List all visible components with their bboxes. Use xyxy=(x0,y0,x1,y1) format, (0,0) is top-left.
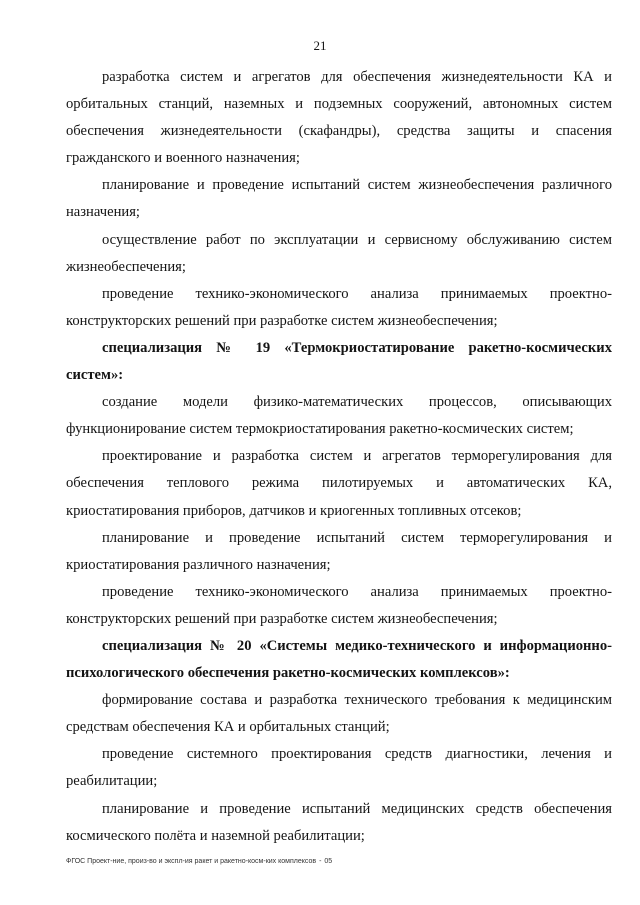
paragraph: планирование и проведение испытаний систем жизнеобеспечения различного назначения; xyxy=(66,177,612,221)
specialization-heading: специализация № 19 «Термокриостатирование ракетно-космических систем»: xyxy=(66,339,612,384)
footer-title: ФГОС Проект-ние, произ-во и экспл-ия ракет и ракетно-косм-ких комплексов xyxy=(66,858,317,865)
paragraph: формирование состава и разработка технического требования к медицинским средствам обеспечения КА и орбитальных станций; xyxy=(66,692,612,736)
paragraph: проведение технико-экономического анализа принимаемых проектно-конструкторских решений при разработке систем жизнеобеспечения; xyxy=(66,583,612,627)
specialization-heading: специализация № 20 «Системы медико-технического и информационно-психологического обеспечения ракетно-космических комплексов»: xyxy=(66,637,612,682)
paragraph: разработка систем и агрегатов для обеспечения жизнедеятельности КА и орбитальных станций, наземных и подземных сооружений, автономных систем обеспечения жизнедеятельности (скафандры), средства защиты и спасения гражданского и военного назначения; xyxy=(66,69,612,167)
paragraph: планирование и проведение испытаний медицинских средств обеспечения космического полёта и наземной реабилитации; xyxy=(66,800,612,844)
page-number: 21 xyxy=(313,38,327,53)
footer-code: 05 xyxy=(324,858,333,865)
paragraph: проектирование и разработка систем и агрегатов терморегулирования для обеспечения теплового режима пилотируемых и автоматических КА, криостатирования приборов, датчиков и криогенных топливных отсеков; xyxy=(66,448,612,519)
paragraph: проведение технико-экономического анализа принимаемых проектно-конструкторских решений при разработке систем жизнеобеспечения; xyxy=(66,285,612,329)
paragraph: создание модели физико-математических процессов, описывающих функционирование систем термокриостатирования ракетно-космических систем; xyxy=(66,394,612,438)
body-text xyxy=(66,64,612,850)
footer-separator: - xyxy=(319,858,322,865)
paragraph: проведение системного проектирования средств диагностики, лечения и реабилитации; xyxy=(66,746,612,790)
page-footer xyxy=(66,858,332,865)
paragraph: планирование и проведение испытаний систем терморегулирования и криостатирования различного назначения; xyxy=(66,529,612,573)
paragraph: осуществление работ по эксплуатации и сервисному обслуживанию систем жизнеобеспечения; xyxy=(66,231,612,275)
